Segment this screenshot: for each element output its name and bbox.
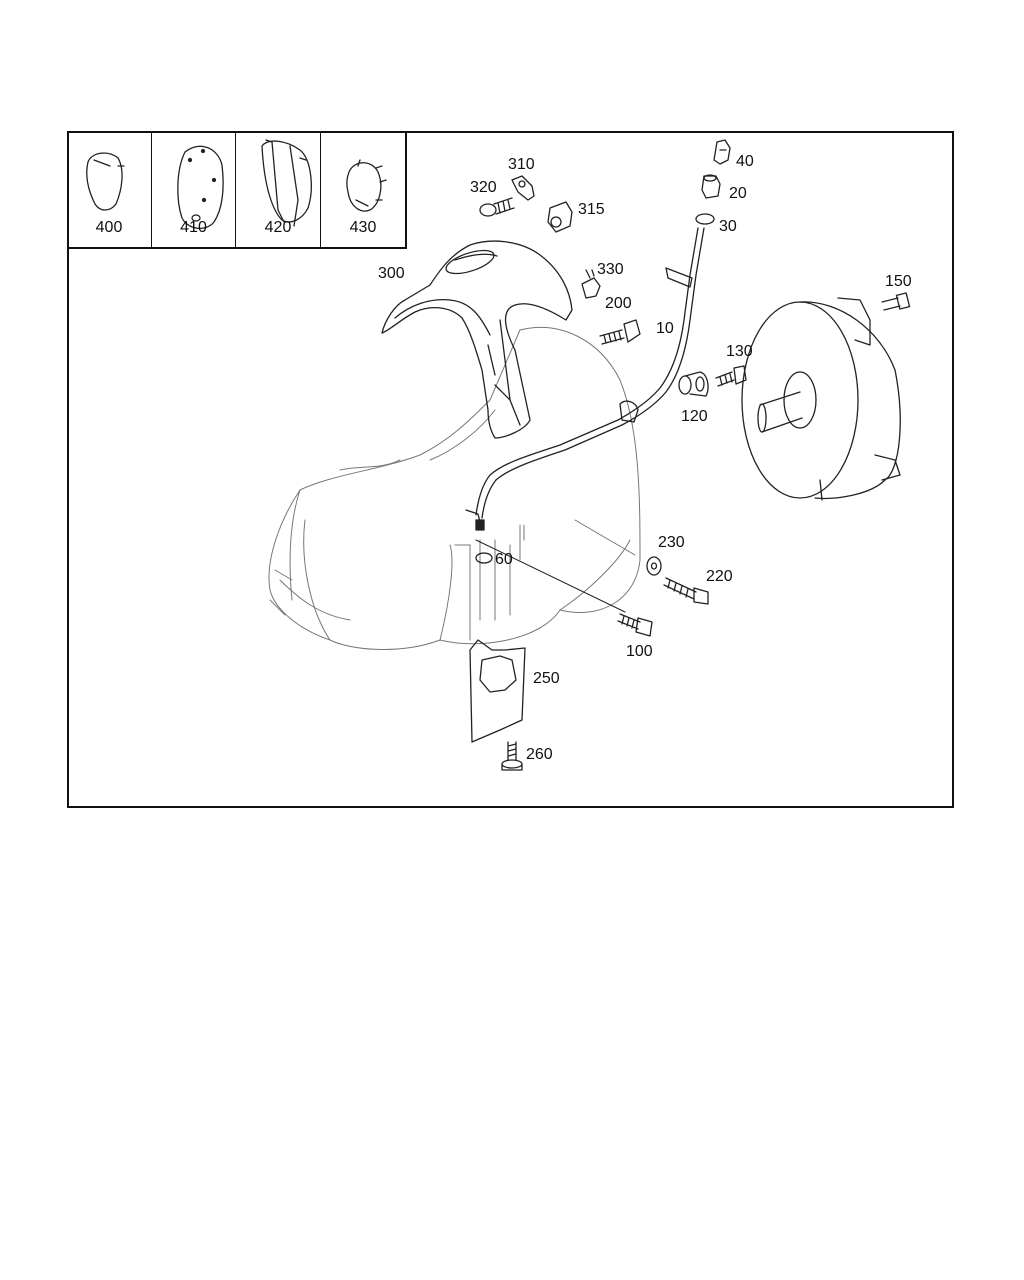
kit-cell-430[interactable] <box>321 131 405 247</box>
kit-inset-panel <box>67 131 407 249</box>
callout-10[interactable]: 10 <box>656 320 674 337</box>
callout-30[interactable]: 30 <box>719 218 737 235</box>
kit-cell-410[interactable] <box>152 131 236 247</box>
callout-130[interactable]: 130 <box>726 343 753 360</box>
callout-60[interactable]: 60 <box>495 551 513 568</box>
callout-330[interactable]: 330 <box>597 261 624 278</box>
kit-label-420: 420 <box>264 219 292 236</box>
callout-315[interactable]: 315 <box>578 201 605 218</box>
callout-250[interactable]: 250 <box>533 670 560 687</box>
callout-20[interactable]: 20 <box>729 185 747 202</box>
callout-260[interactable]: 260 <box>526 746 553 763</box>
callout-220[interactable]: 220 <box>706 568 733 585</box>
callout-200[interactable]: 200 <box>605 295 632 312</box>
callout-40[interactable]: 40 <box>736 153 754 170</box>
kit-label-430: 430 <box>349 219 377 236</box>
kit-cell-420[interactable] <box>236 131 321 247</box>
kit-label-410: 410 <box>180 219 207 236</box>
callout-100[interactable]: 100 <box>626 643 653 660</box>
kit-cell-400[interactable] <box>67 131 152 247</box>
callout-320[interactable]: 320 <box>470 179 497 196</box>
callout-300[interactable]: 300 <box>378 265 405 282</box>
callout-150[interactable]: 150 <box>885 273 912 290</box>
kit-label-400: 400 <box>95 219 123 236</box>
callout-120[interactable]: 120 <box>681 408 708 425</box>
callout-310[interactable]: 310 <box>508 156 535 173</box>
callout-230[interactable]: 230 <box>658 534 685 551</box>
